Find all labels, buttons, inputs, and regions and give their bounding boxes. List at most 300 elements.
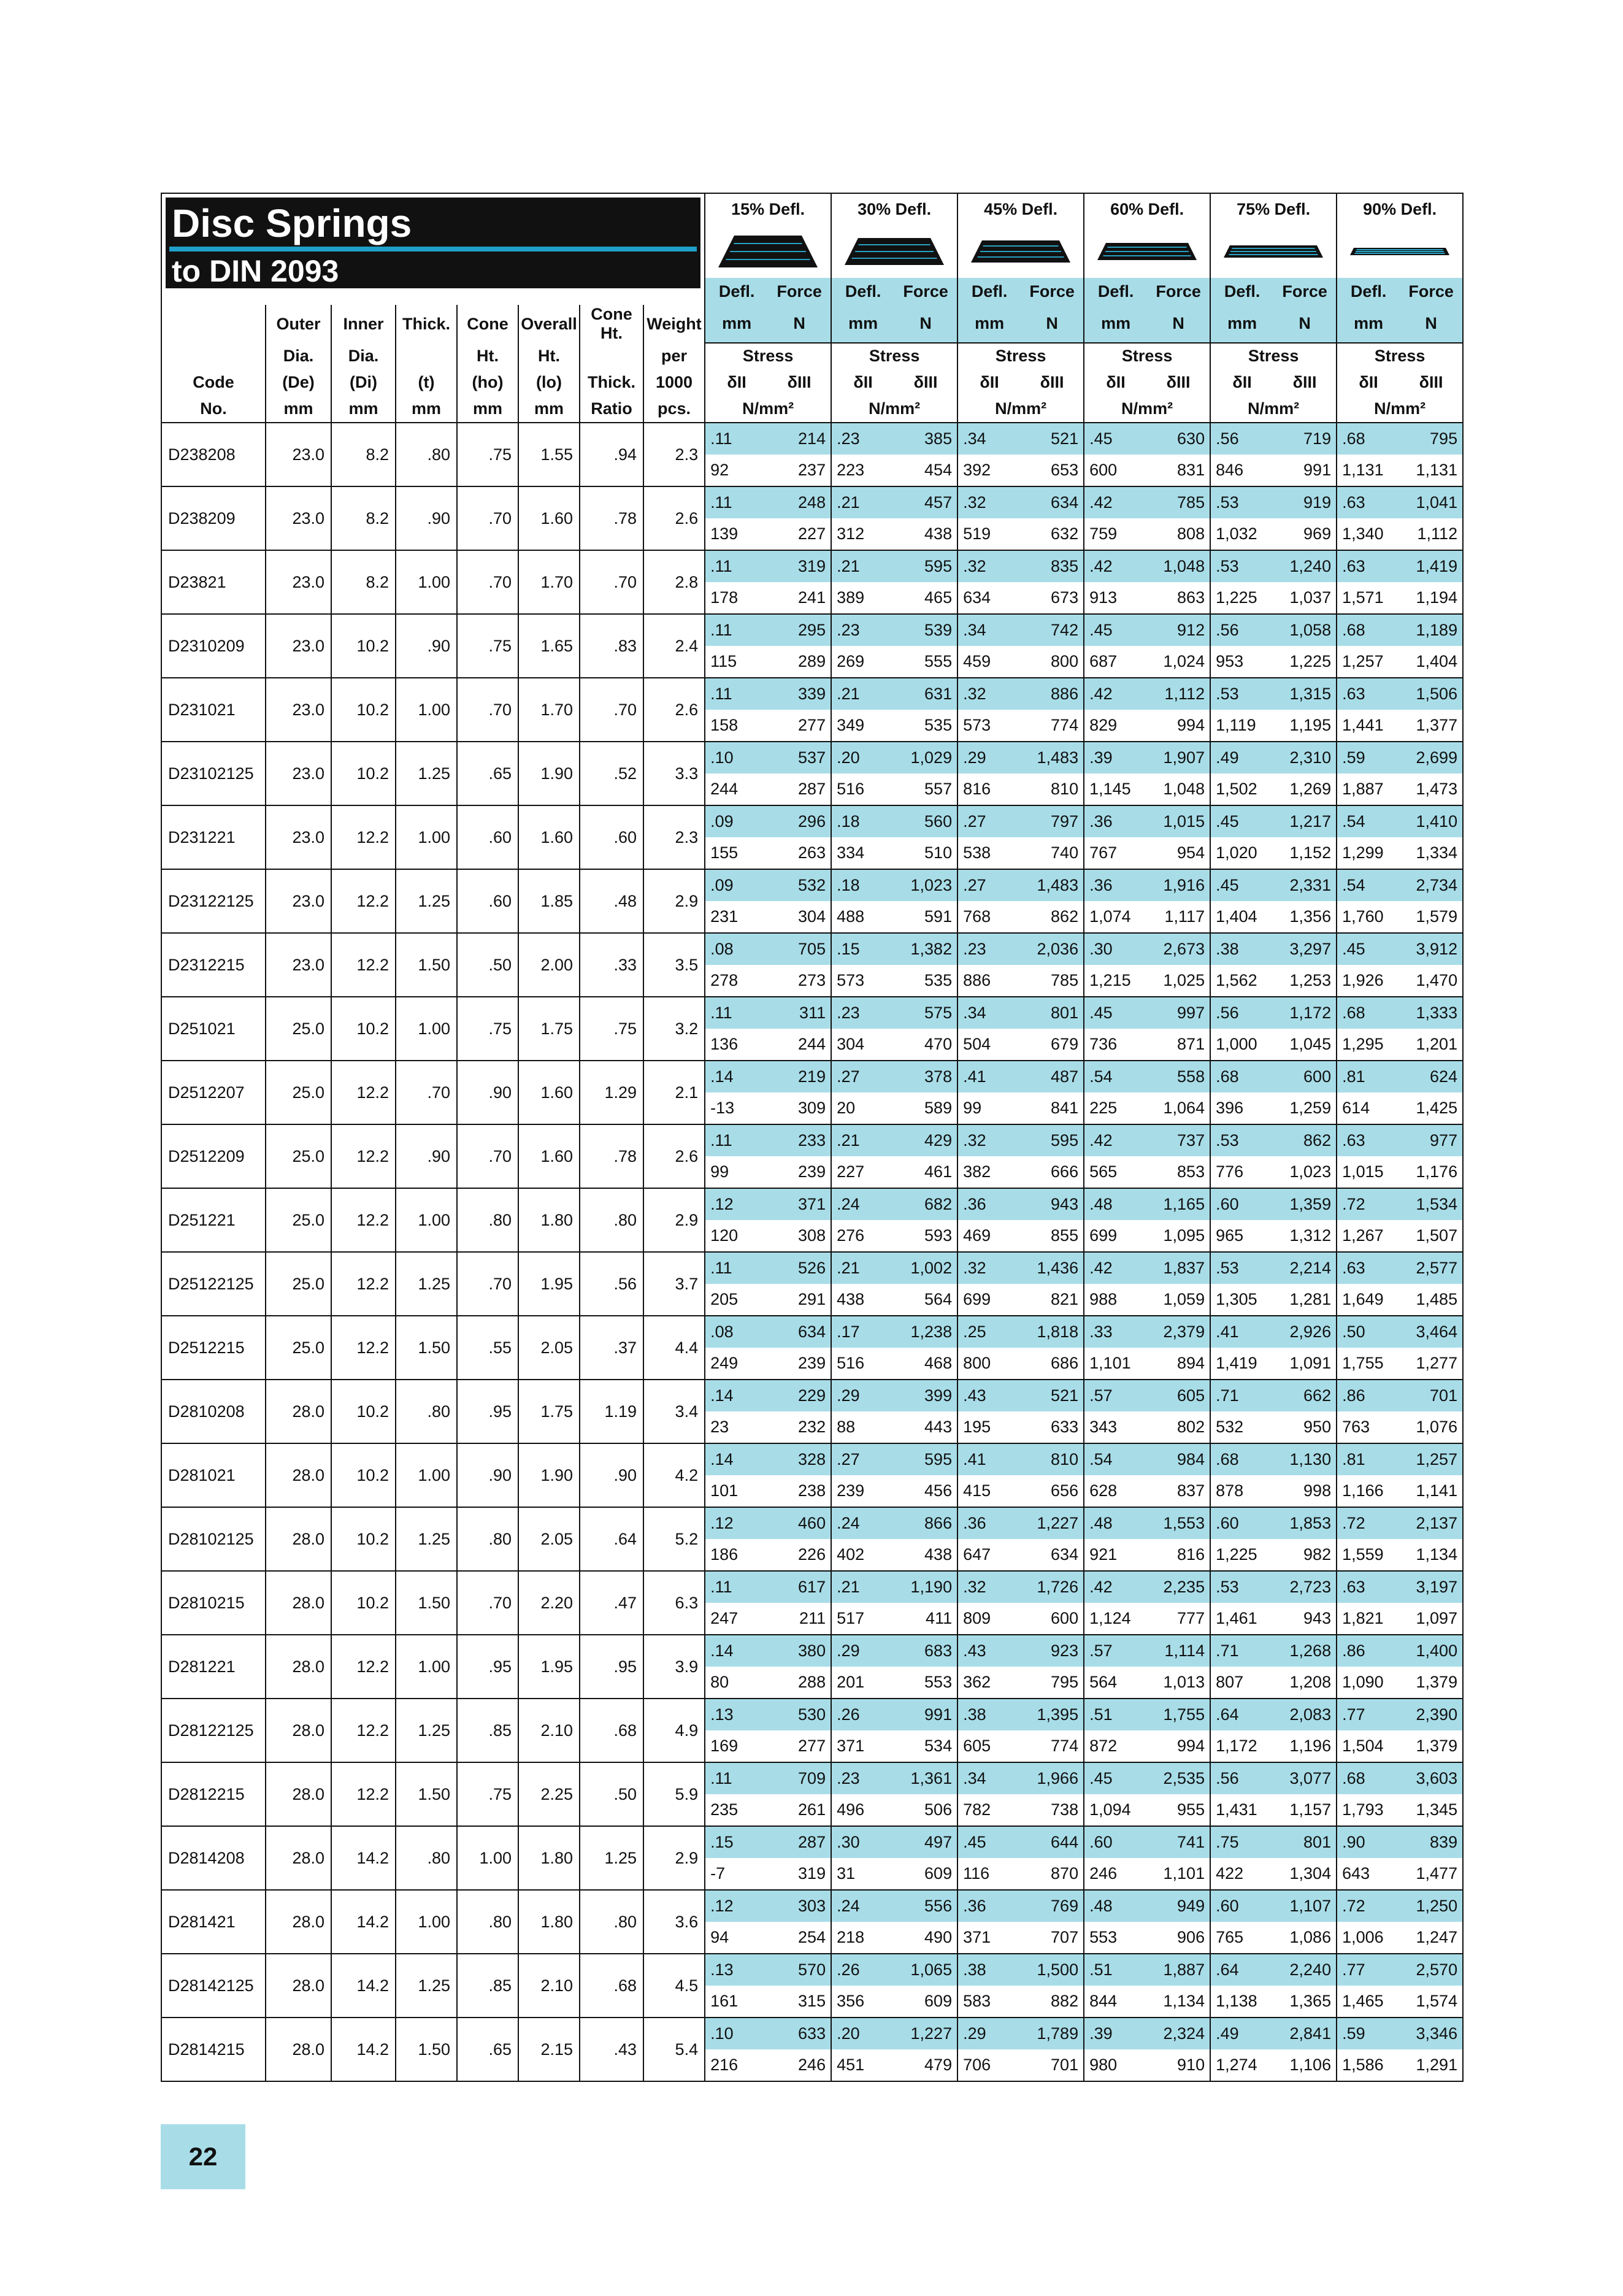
defl-value: .17 (831, 1316, 894, 1348)
force-value: 633 (768, 2018, 831, 2049)
force-value: 1,419 (1400, 550, 1463, 582)
row-code: D238209 (161, 486, 266, 550)
row-ho: .50 (457, 933, 518, 997)
force-value: 1,789 (1021, 2018, 1084, 2049)
stress-iii-value: 506 (894, 1794, 957, 1826)
header-force-6: Force (1400, 278, 1463, 305)
table-row (161, 997, 1463, 1029)
stress-iii-value: 1,157 (1273, 1794, 1337, 1826)
force-value: 303 (768, 1890, 831, 1922)
force-value: 457 (894, 486, 957, 518)
force-value: 2,570 (1400, 1954, 1463, 1986)
row-ho: .95 (457, 1635, 518, 1699)
stress-ii-value: 634 (957, 582, 1021, 614)
stress-ii-value: 382 (957, 1156, 1021, 1188)
col-header-2-bottom1: (De) (266, 369, 331, 396)
stress-ii-value: 1,215 (1084, 965, 1147, 997)
stress-ii-value: 1,032 (1210, 518, 1273, 550)
stress-iii-value: 816 (1147, 1539, 1210, 1571)
defl-value: .20 (831, 2018, 894, 2049)
stress-ii-value: 488 (831, 901, 894, 933)
row-ho: .90 (457, 1443, 518, 1507)
stress-iii-value: 632 (1021, 518, 1084, 550)
defl-value: .53 (1210, 486, 1273, 518)
unit-n-2: N (894, 305, 957, 343)
row-de: 28.0 (266, 1890, 331, 1954)
force-value: 862 (1273, 1124, 1337, 1156)
stress-ii-value: 80 (705, 1667, 768, 1699)
force-value: 380 (768, 1635, 831, 1667)
force-value: 1,268 (1273, 1635, 1337, 1667)
stress-ii-value: 1,461 (1210, 1603, 1273, 1635)
defl-value: .32 (957, 1571, 1021, 1603)
header-nmm-5: N/mm² (1210, 396, 1337, 423)
table-row (161, 1443, 1463, 1475)
defl-value: .36 (1084, 805, 1147, 837)
stress-ii-value: 205 (705, 1284, 768, 1316)
defl-value: .48 (1084, 1188, 1147, 1220)
row-ho: .70 (457, 1124, 518, 1188)
row-di: 12.2 (331, 933, 396, 997)
row-ho: .65 (457, 742, 518, 805)
force-value: 560 (894, 805, 957, 837)
defl-value: .23 (831, 614, 894, 646)
force-value: 1,240 (1273, 550, 1337, 582)
header-delta3-4: δIII (1147, 369, 1210, 396)
row-t: 1.00 (396, 1188, 457, 1252)
row-de: 28.0 (266, 2018, 331, 2081)
row-t: 1.00 (396, 805, 457, 869)
stress-iii-value: 1,059 (1147, 1284, 1210, 1316)
defl-value: .08 (705, 933, 768, 965)
stress-iii-value: 609 (894, 1986, 957, 2018)
header-defl-3: Defl. (957, 278, 1021, 305)
stress-ii-value: 988 (1084, 1284, 1147, 1316)
force-value: 1,361 (894, 1762, 957, 1794)
stress-iii-value: 454 (894, 455, 957, 486)
row-code: D2810215 (161, 1571, 266, 1635)
stress-ii-value: 706 (957, 2049, 1021, 2081)
stress-ii-value: 415 (957, 1475, 1021, 1507)
row-wt: 2.6 (643, 486, 705, 550)
force-value: 1,172 (1273, 997, 1337, 1029)
header-delta3-5: δIII (1273, 369, 1337, 396)
stress-iii-value: 862 (1021, 901, 1084, 933)
stress-iii-value: 246 (768, 2049, 831, 2081)
stress-iii-value: 1,201 (1400, 1029, 1463, 1061)
stress-ii-value: 1,015 (1337, 1156, 1400, 1188)
table-row (161, 678, 1463, 710)
stress-iii-value: 1,141 (1400, 1475, 1463, 1507)
stress-iii-value: 1,269 (1273, 774, 1337, 805)
stress-ii-value: 768 (957, 901, 1021, 933)
defl-value: .68 (1210, 1443, 1273, 1475)
row-ratio: .33 (580, 933, 643, 997)
defl-value: .42 (1084, 1571, 1147, 1603)
row-code: D2814208 (161, 1826, 266, 1890)
deflection-label-4: 60% Defl. (1084, 193, 1210, 225)
defl-value: .10 (705, 742, 768, 774)
row-wt: 4.4 (643, 1316, 705, 1380)
defl-value: .10 (705, 2018, 768, 2049)
row-wt: 3.4 (643, 1380, 705, 1443)
defl-value: .42 (1084, 678, 1147, 710)
stress-iii-value: 998 (1273, 1475, 1337, 1507)
table-row (161, 1507, 1463, 1539)
stress-iii-value: 591 (894, 901, 957, 933)
force-value: 1,853 (1273, 1507, 1337, 1539)
defl-value: .36 (957, 1188, 1021, 1220)
defl-value: .36 (1084, 869, 1147, 901)
stress-ii-value: 517 (831, 1603, 894, 1635)
row-de: 25.0 (266, 1124, 331, 1188)
unit-n-3: N (1021, 305, 1084, 343)
row-ho: .85 (457, 1954, 518, 2018)
stress-iii-value: 1,134 (1400, 1539, 1463, 1571)
header-nmm-6: N/mm² (1337, 396, 1463, 423)
col-header-1-bottom2: No. (161, 396, 266, 423)
row-di: 10.2 (331, 678, 396, 742)
row-lo: 1.80 (518, 1826, 580, 1890)
force-value: 2,734 (1400, 869, 1463, 901)
stress-iii-value: 1,425 (1400, 1092, 1463, 1124)
force-value: 1,023 (894, 869, 957, 901)
row-t: 1.25 (396, 1699, 457, 1762)
stress-iii-value: 315 (768, 1986, 831, 2018)
defl-value: .59 (1337, 2018, 1400, 2049)
stress-iii-value: 226 (768, 1539, 831, 1571)
stress-ii-value: 371 (831, 1730, 894, 1762)
force-value: 1,333 (1400, 997, 1463, 1029)
defl-value: .68 (1337, 614, 1400, 646)
defl-value: .38 (1210, 933, 1273, 965)
row-de: 23.0 (266, 933, 331, 997)
col-header-4-top: Thick. (396, 305, 457, 343)
defl-value: .53 (1210, 678, 1273, 710)
defl-value: .34 (957, 1762, 1021, 1794)
force-value: 248 (768, 486, 831, 518)
defl-value: .72 (1337, 1507, 1400, 1539)
stress-ii-value: 699 (957, 1284, 1021, 1316)
force-value: 1,257 (1400, 1443, 1463, 1475)
stress-ii-value: 1,305 (1210, 1284, 1273, 1316)
force-value: 1,107 (1273, 1890, 1337, 1922)
defl-value: .34 (957, 423, 1021, 455)
deflection-label-2: 30% Defl. (831, 193, 957, 225)
stress-ii-value: 965 (1210, 1220, 1273, 1252)
deflection-label-3: 45% Defl. (957, 193, 1084, 225)
defl-value: .11 (705, 1124, 768, 1156)
stress-iii-value: 894 (1147, 1348, 1210, 1380)
row-ratio: .64 (580, 1507, 643, 1571)
row-t: .90 (396, 1124, 457, 1188)
force-value: 839 (1400, 1826, 1463, 1858)
col-header-4-middle (396, 343, 457, 369)
header-nmm-2: N/mm² (831, 396, 957, 423)
deflection-icon-cell-4 (1084, 225, 1210, 278)
stress-ii-value: 20 (831, 1092, 894, 1124)
force-value: 219 (768, 1061, 831, 1092)
stress-iii-value: 1,091 (1273, 1348, 1337, 1380)
col-header-3-top: Inner (331, 305, 396, 343)
force-value: 2,577 (1400, 1252, 1463, 1284)
table-row (161, 869, 1463, 901)
stress-ii-value: 334 (831, 837, 894, 869)
stress-ii-value: -13 (705, 1092, 768, 1124)
defl-value: .25 (957, 1316, 1021, 1348)
stress-iii-value: 535 (894, 710, 957, 742)
row-di: 10.2 (331, 1507, 396, 1571)
row-ho: .75 (457, 614, 518, 678)
stress-ii-value: 169 (705, 1730, 768, 1762)
force-value: 630 (1147, 423, 1210, 455)
force-value: 537 (768, 742, 831, 774)
defl-value: .51 (1084, 1699, 1147, 1730)
row-lo: 2.10 (518, 1699, 580, 1762)
row-wt: 3.9 (643, 1635, 705, 1699)
row-code: D2310209 (161, 614, 266, 678)
row-de: 28.0 (266, 1507, 331, 1571)
stress-ii-value: 1,586 (1337, 2049, 1400, 2081)
defl-value: .53 (1210, 1571, 1273, 1603)
deflection-label-5: 75% Defl. (1210, 193, 1337, 225)
defl-value: .11 (705, 997, 768, 1029)
stress-iii-value: 461 (894, 1156, 957, 1188)
stress-ii-value: 886 (957, 965, 1021, 997)
unit-mm-6: mm (1337, 305, 1400, 343)
row-di: 10.2 (331, 1443, 396, 1507)
defl-value: .81 (1337, 1061, 1400, 1092)
unit-n-1: N (768, 305, 831, 343)
row-ratio: .83 (580, 614, 643, 678)
force-value: 575 (894, 997, 957, 1029)
defl-value: .53 (1210, 1252, 1273, 1284)
row-ratio: .43 (580, 2018, 643, 2081)
defl-value: .15 (831, 933, 894, 965)
table-row (161, 1061, 1463, 1092)
header-delta2-2: δII (831, 369, 894, 396)
defl-value: .48 (1084, 1507, 1147, 1539)
force-value: 886 (1021, 678, 1084, 710)
col-header-6-bottom1: (lo) (518, 369, 580, 396)
force-value: 385 (894, 423, 957, 455)
defl-value: .32 (957, 678, 1021, 710)
force-value: 3,603 (1400, 1762, 1463, 1794)
force-value: 595 (1021, 1124, 1084, 1156)
force-value: 1,002 (894, 1252, 957, 1284)
force-value: 1,065 (894, 1954, 957, 1986)
force-value: 1,818 (1021, 1316, 1084, 1348)
stress-iii-value: 227 (768, 518, 831, 550)
row-ratio: 1.19 (580, 1380, 643, 1443)
defl-value: .24 (831, 1507, 894, 1539)
stress-iii-value: 241 (768, 582, 831, 614)
defl-value: .54 (1084, 1443, 1147, 1475)
defl-value: .60 (1084, 1826, 1147, 1858)
stress-iii-value: 479 (894, 2049, 957, 2081)
stress-ii-value: 247 (705, 1603, 768, 1635)
header-stress-4: Stress (1084, 343, 1210, 369)
stress-iii-value: 870 (1021, 1858, 1084, 1890)
stress-iii-value: 969 (1273, 518, 1337, 550)
stress-iii-value: 1,112 (1400, 518, 1463, 550)
defl-value: .63 (1337, 678, 1400, 710)
row-lo: 1.80 (518, 1890, 580, 1954)
defl-value: .34 (957, 997, 1021, 1029)
col-header-3-bottom2: mm (331, 396, 396, 423)
stress-ii-value: 115 (705, 646, 768, 678)
defl-value: .72 (1337, 1890, 1400, 1922)
stress-ii-value: 178 (705, 582, 768, 614)
stress-ii-value: 231 (705, 901, 768, 933)
stress-ii-value: 451 (831, 2049, 894, 2081)
row-wt: 6.3 (643, 1571, 705, 1635)
stress-ii-value: 1,166 (1337, 1475, 1400, 1507)
row-lo: 1.70 (518, 550, 580, 614)
col-header-7-middle (580, 343, 643, 369)
defl-value: .30 (831, 1826, 894, 1858)
stress-ii-value: 1,571 (1337, 582, 1400, 614)
row-de: 23.0 (266, 550, 331, 614)
header-stress-1: Stress (705, 343, 831, 369)
stress-ii-value: 1,559 (1337, 1539, 1400, 1571)
col-header-7-bottom1: Thick. (580, 369, 643, 396)
defl-value: .12 (705, 1890, 768, 1922)
force-value: 521 (1021, 423, 1084, 455)
row-ho: .70 (457, 1252, 518, 1316)
stress-iii-value: 994 (1147, 710, 1210, 742)
row-t: 1.25 (396, 1252, 457, 1316)
stress-iii-value: 553 (894, 1667, 957, 1699)
stress-iii-value: 738 (1021, 1794, 1084, 1826)
row-t: 1.25 (396, 869, 457, 933)
defl-value: .11 (705, 1571, 768, 1603)
defl-value: .86 (1337, 1380, 1400, 1411)
stress-ii-value: 878 (1210, 1475, 1273, 1507)
force-value: 2,926 (1273, 1316, 1337, 1348)
stress-ii-value: 235 (705, 1794, 768, 1826)
header-force-5: Force (1273, 278, 1337, 305)
force-value: 233 (768, 1124, 831, 1156)
defl-value: .14 (705, 1443, 768, 1475)
stress-iii-value: 438 (894, 1539, 957, 1571)
stress-ii-value: 155 (705, 837, 768, 869)
row-lo: 1.80 (518, 1188, 580, 1252)
stress-iii-value: 261 (768, 1794, 831, 1826)
row-lo: 1.95 (518, 1635, 580, 1699)
stress-ii-value: 1,419 (1210, 1348, 1273, 1380)
force-value: 558 (1147, 1061, 1210, 1092)
deflection-icon-cell-6 (1337, 225, 1463, 278)
stress-ii-value: 1,090 (1337, 1667, 1400, 1699)
row-lo: 2.20 (518, 1571, 580, 1635)
row-wt: 2.9 (643, 1826, 705, 1890)
header-stress-6: Stress (1337, 343, 1463, 369)
stress-ii-value: 767 (1084, 837, 1147, 869)
force-value: 1,966 (1021, 1762, 1084, 1794)
force-value: 2,310 (1273, 742, 1337, 774)
row-code: D28122125 (161, 1699, 266, 1762)
stress-iii-value: 1,579 (1400, 901, 1463, 933)
defl-value: .08 (705, 1316, 768, 1348)
stress-ii-value: 1,138 (1210, 1986, 1273, 2018)
defl-value: .60 (1210, 1188, 1273, 1220)
row-di: 12.2 (331, 1635, 396, 1699)
defl-value: .54 (1337, 869, 1400, 901)
header-delta2-1: δII (705, 369, 768, 396)
defl-value: .09 (705, 805, 768, 837)
defl-value: .21 (831, 678, 894, 710)
defl-value: .45 (957, 1826, 1021, 1858)
defl-value: .23 (831, 423, 894, 455)
stress-iii-value: 808 (1147, 518, 1210, 550)
stress-ii-value: 687 (1084, 646, 1147, 678)
force-value: 742 (1021, 614, 1084, 646)
row-code: D231221 (161, 805, 266, 869)
stress-ii-value: 532 (1210, 1411, 1273, 1443)
force-value: 1,907 (1147, 742, 1210, 774)
force-value: 1,112 (1147, 678, 1210, 710)
force-value: 530 (768, 1699, 831, 1730)
row-de: 23.0 (266, 423, 331, 486)
row-wt: 2.9 (643, 1188, 705, 1252)
stress-ii-value: 139 (705, 518, 768, 550)
row-ho: .60 (457, 869, 518, 933)
stress-ii-value: 564 (1084, 1667, 1147, 1699)
defl-value: .45 (1084, 997, 1147, 1029)
row-di: 10.2 (331, 997, 396, 1061)
row-code: D281221 (161, 1635, 266, 1699)
stress-ii-value: 1,926 (1337, 965, 1400, 997)
force-value: 2,699 (1400, 742, 1463, 774)
stress-ii-value: 1,145 (1084, 774, 1147, 805)
row-code: D23122125 (161, 869, 266, 933)
col-header-2-top: Outer (266, 305, 331, 343)
defl-value: .12 (705, 1188, 768, 1220)
row-wt: 4.9 (643, 1699, 705, 1762)
stress-iii-value: 1,048 (1147, 774, 1210, 805)
force-value: 705 (768, 933, 831, 965)
defl-value: .21 (831, 1252, 894, 1284)
defl-value: .71 (1210, 1635, 1273, 1667)
defl-value: .68 (1337, 423, 1400, 455)
col-header-8-top: Weight (643, 305, 705, 343)
stress-ii-value: 225 (1084, 1092, 1147, 1124)
stress-iii-value: 1,247 (1400, 1922, 1463, 1954)
stress-ii-value: 1,020 (1210, 837, 1273, 869)
stress-ii-value: 519 (957, 518, 1021, 550)
force-value: 709 (768, 1762, 831, 1794)
stress-ii-value: 362 (957, 1667, 1021, 1699)
defl-value: .86 (1337, 1635, 1400, 1667)
row-ho: .80 (457, 1507, 518, 1571)
force-value: 919 (1273, 486, 1337, 518)
defl-value: .41 (957, 1061, 1021, 1092)
disc-spring-icon (716, 233, 820, 270)
row-ho: .80 (457, 1188, 518, 1252)
unit-mm-3: mm (957, 305, 1021, 343)
row-t: 1.50 (396, 1762, 457, 1826)
defl-value: .42 (1084, 1252, 1147, 1284)
force-value: 3,464 (1400, 1316, 1463, 1348)
row-code: D238208 (161, 423, 266, 486)
stress-ii-value: 278 (705, 965, 768, 997)
defl-value: .43 (957, 1635, 1021, 1667)
defl-value: .32 (957, 486, 1021, 518)
row-wt: 2.4 (643, 614, 705, 678)
stress-ii-value: 94 (705, 1922, 768, 1954)
force-value: 287 (768, 1826, 831, 1858)
